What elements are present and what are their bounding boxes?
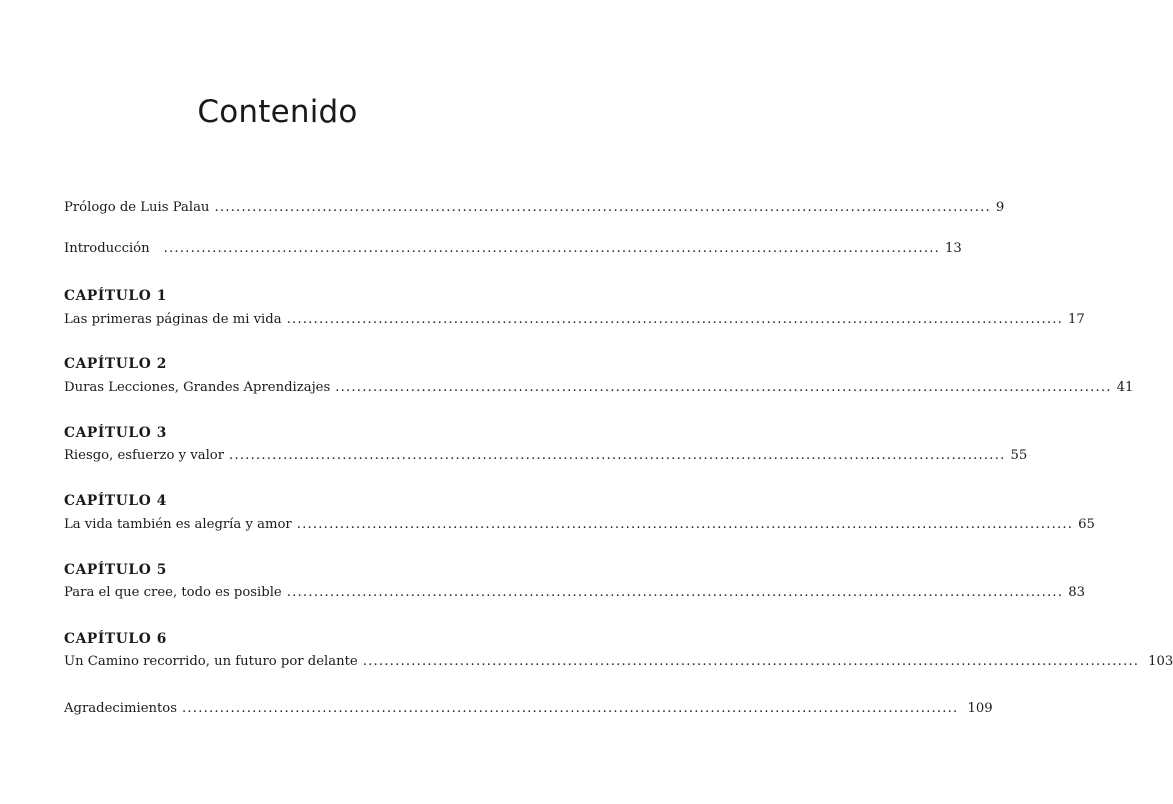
toc-page-number: 55 <box>1010 448 1028 463</box>
toc-entry-prologo <box>64 199 1005 217</box>
chapter-heading: CAPÍTULO 6 <box>64 631 167 647</box>
dot-leader: ................................................................................................................................................ <box>286 585 1064 600</box>
toc-entry-title: Un Camino recorrido, un futuro por delante <box>64 654 358 669</box>
toc-entry-title: Duras Lecciones, Grandes Aprendizajes <box>64 380 331 395</box>
toc-entry-title: Riesgo, esfuerzo y valor <box>64 448 225 463</box>
toc-entry-agradecimientos <box>64 700 993 718</box>
toc-entry-title: Introducción <box>64 241 150 256</box>
toc-entry-chapter-6 <box>64 653 1173 671</box>
dot-leader: ................................................................................................................................................ <box>296 517 1074 532</box>
dot-leader: ................................................................................................................................................ <box>229 448 1006 463</box>
toc-entry-chapter-3 <box>64 447 1028 465</box>
toc-entry-chapter-5 <box>64 584 1085 602</box>
toc-entry-chapter-1 <box>64 311 1085 329</box>
dot-leader: ................................................................................................................................................ <box>335 380 1112 395</box>
dot-leader: ................................................................................................................................................ <box>362 654 1140 669</box>
chapter-heading: CAPÍTULO 3 <box>64 425 167 441</box>
chapter-heading: CAPÍTULO 4 <box>64 493 167 509</box>
toc-page-number: 41 <box>1116 380 1134 395</box>
chapter-heading: CAPÍTULO 2 <box>64 356 167 372</box>
toc-entry-title: Agradecimientos <box>64 701 178 716</box>
toc-entry-title: Para el que cree, todo es posible <box>64 585 282 600</box>
dot-leader: ................................................................................................................................................ <box>182 701 959 716</box>
toc-page-number: 9 <box>995 200 1005 215</box>
toc-page-number: 17 <box>1068 312 1085 327</box>
toc-entry-title: Prólogo de Luis Palau <box>64 200 210 215</box>
toc-entry-chapter-4 <box>64 516 1095 534</box>
toc-page-number: 65 <box>1078 517 1095 532</box>
dot-leader: ................................................................................................................................................ <box>286 312 1064 327</box>
chapter-heading: CAPÍTULO 5 <box>64 562 167 578</box>
toc-entry-introduccion <box>64 240 962 258</box>
toc-page-number: 109 <box>967 701 993 716</box>
toc-entry-title: Las primeras páginas de mi vida <box>64 312 282 327</box>
toc-page-number: 103 <box>1148 654 1173 669</box>
chapter-heading: CAPÍTULO 1 <box>64 288 167 304</box>
toc-page-number: 83 <box>1068 585 1085 600</box>
toc-entry-title: La vida también es alegría y amor <box>64 517 292 532</box>
dot-leader: ................................................................................................................................................ <box>214 200 991 215</box>
page-title: Contenido <box>197 94 358 130</box>
toc-entry-chapter-2 <box>64 379 1134 397</box>
toc-page-number: 13 <box>945 241 962 256</box>
dot-leader: ................................................................................................................................................ <box>163 241 941 256</box>
